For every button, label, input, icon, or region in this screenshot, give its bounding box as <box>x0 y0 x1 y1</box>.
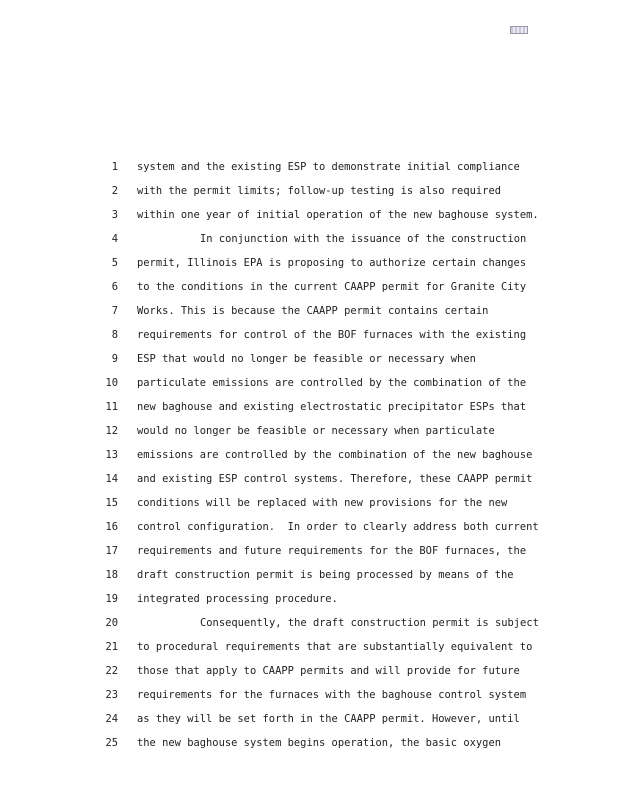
transcript-line <box>0 181 618 201</box>
transcript-line <box>0 493 618 513</box>
line-text: to the conditions in the current CAAPP permit for Granite City <box>137 281 527 293</box>
line-number: 14 <box>105 473 118 485</box>
transcript-line <box>0 325 618 345</box>
line-number: 1 <box>111 161 118 173</box>
line-number: 16 <box>105 521 118 533</box>
line-number: 20 <box>105 617 118 629</box>
line-text: control configuration. In order to clearly address both current <box>137 521 539 533</box>
line-number: 3 <box>111 209 118 221</box>
transcript-line <box>0 661 618 681</box>
transcript-line <box>0 517 618 537</box>
line-number: 17 <box>105 545 118 557</box>
line-text: particulate emissions are controlled by the combination of the <box>137 377 527 389</box>
line-number: 8 <box>111 329 118 341</box>
line-number: 10 <box>105 377 118 389</box>
line-text: requirements for the furnaces with the baghouse control system <box>137 689 527 701</box>
line-number: 2 <box>111 185 118 197</box>
line-text: the new baghouse system begins operation, the basic oxygen <box>137 737 501 749</box>
line-number: 21 <box>105 641 118 653</box>
line-text: as they will be set forth in the CAAPP permit. However, until <box>137 713 520 725</box>
line-number: 11 <box>105 401 118 413</box>
line-number: 19 <box>105 593 118 605</box>
transcript-line <box>0 541 618 561</box>
line-number: 7 <box>111 305 118 317</box>
line-number: 22 <box>105 665 118 677</box>
transcript-line <box>0 229 618 249</box>
transcript-line <box>0 589 618 609</box>
line-text: system and the existing ESP to demonstrate initial compliance <box>137 161 520 173</box>
line-number: 6 <box>111 281 118 293</box>
line-number: 15 <box>105 497 118 509</box>
line-text: Consequently, the draft construction permit is subject <box>200 617 539 629</box>
transcript-line <box>0 421 618 441</box>
line-number: 9 <box>111 353 118 365</box>
line-number: 12 <box>105 425 118 437</box>
line-number: 5 <box>111 257 118 269</box>
transcript-line <box>0 637 618 657</box>
line-number: 18 <box>105 569 118 581</box>
line-text: emissions are controlled by the combination of the new baghouse <box>137 449 533 461</box>
line-text: In conjunction with the issuance of the construction <box>200 233 527 245</box>
line-text: to procedural requirements that are substantially equivalent to <box>137 641 533 653</box>
transcript-line <box>0 397 618 417</box>
line-number: 4 <box>111 233 118 245</box>
line-number: 23 <box>105 689 118 701</box>
transcript-line <box>0 205 618 225</box>
transcript-line <box>0 157 618 177</box>
line-text: requirements for control of the BOF furnaces with the existing <box>137 329 527 341</box>
transcript-line <box>0 565 618 585</box>
line-text: within one year of initial operation of the new baghouse system. <box>137 209 539 221</box>
transcript-line <box>0 301 618 321</box>
line-text: requirements and future requirements for the BOF furnaces, the <box>137 545 527 557</box>
transcript-line <box>0 445 618 465</box>
transcript-line <box>0 349 618 369</box>
transcript-line <box>0 253 618 273</box>
transcript-line <box>0 277 618 297</box>
transcript-line <box>0 685 618 705</box>
line-text: new baghouse and existing electrostatic precipitator ESPs that <box>137 401 527 413</box>
transcript-line <box>0 373 618 393</box>
line-text: those that apply to CAAPP permits and will provide for future <box>137 665 520 677</box>
page-stamp-icon <box>510 26 528 34</box>
line-text: with the permit limits; follow-up testing is also required <box>137 185 501 197</box>
line-text: would no longer be feasible or necessary when particulate <box>137 425 495 437</box>
transcript-line <box>0 469 618 489</box>
line-text: conditions will be replaced with new provisions for the new <box>137 497 508 509</box>
line-text: draft construction permit is being processed by means of the <box>137 569 514 581</box>
transcript-line <box>0 613 618 633</box>
transcript-line <box>0 733 618 753</box>
line-text: integrated processing procedure. <box>137 593 338 605</box>
line-text: ESP that would no longer be feasible or necessary when <box>137 353 476 365</box>
line-text: permit, Illinois EPA is proposing to authorize certain changes <box>137 257 527 269</box>
line-text: Works. This is because the CAAPP permit contains certain <box>137 305 489 317</box>
line-number: 24 <box>105 713 118 725</box>
line-number: 25 <box>105 737 118 749</box>
line-text: and existing ESP control systems. Therefore, these CAAPP permit <box>137 473 533 485</box>
line-number: 13 <box>105 449 118 461</box>
transcript-line <box>0 709 618 729</box>
